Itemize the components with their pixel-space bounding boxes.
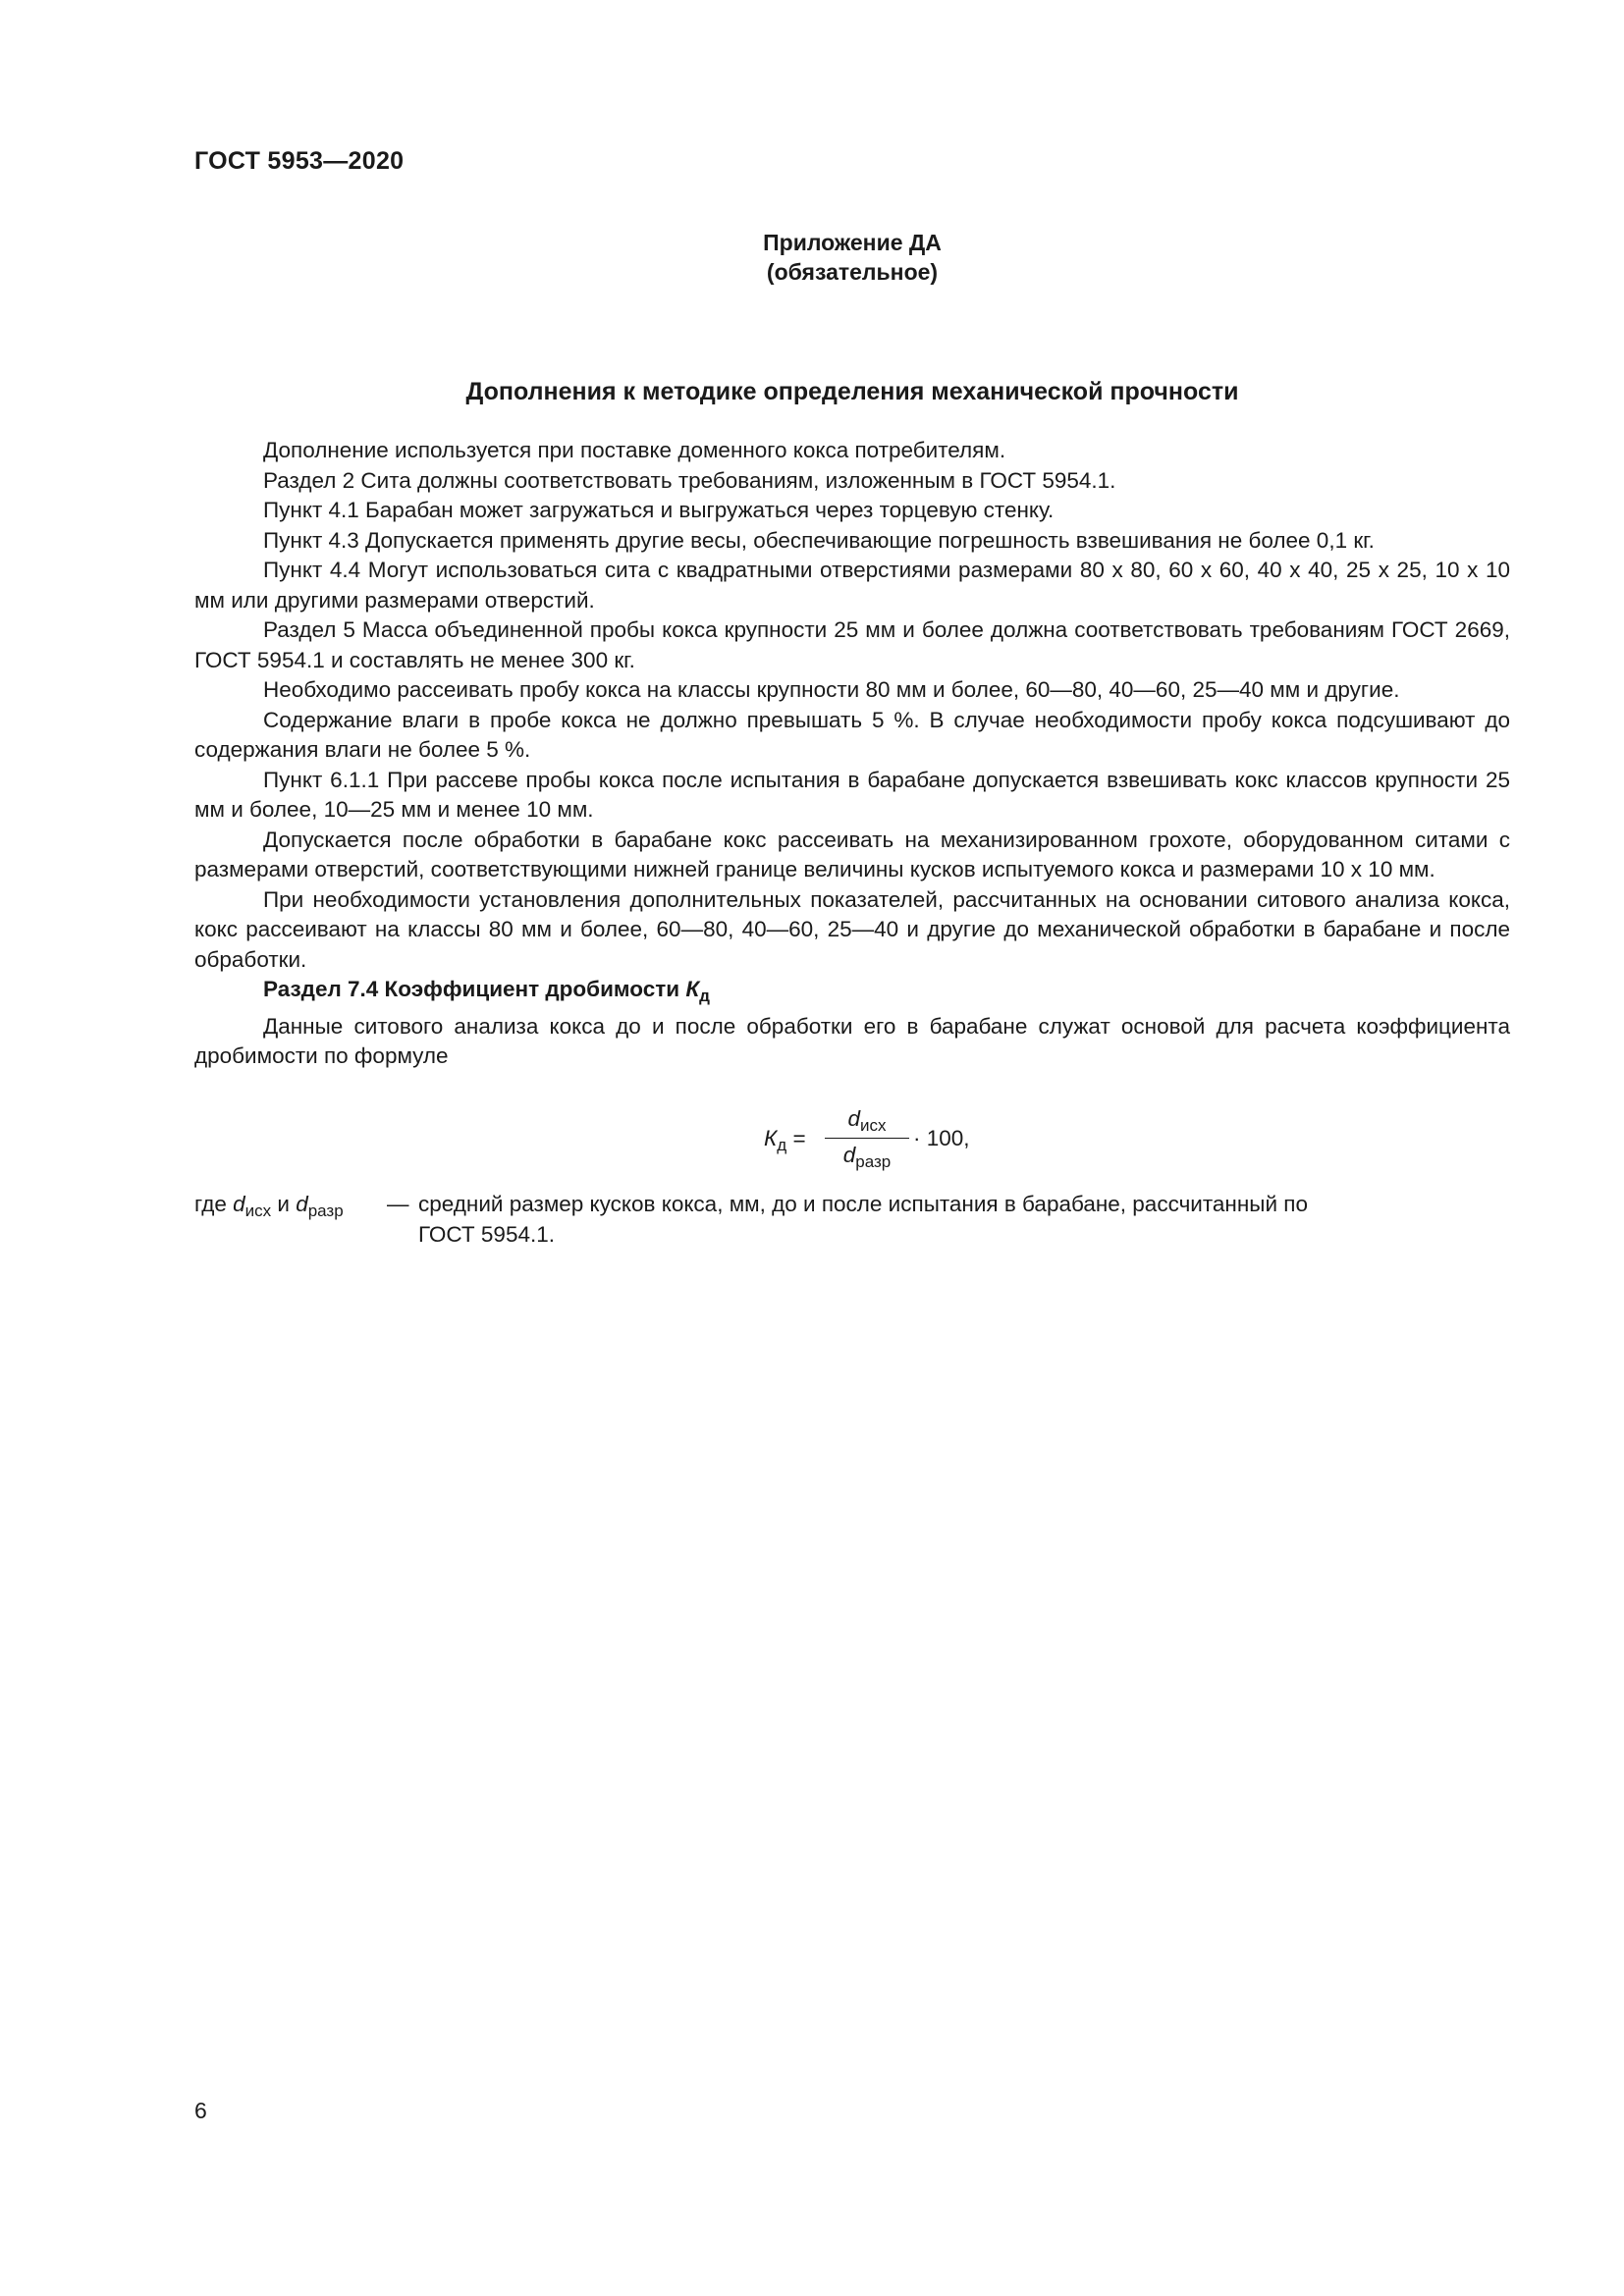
paragraph: Пункт 4.4 Могут использоваться сита с квадратными отверстиями размерами 80 х 80, 60 х 60, 40 х 40, 25 х 25, 10 х 10 мм или другими размерами отверстий. bbox=[194, 558, 1510, 613]
paragraph: Пункт 4.3 Допускается применять другие весы, обеспечивающие погрешность взвешивания не более 0,1 кг. bbox=[263, 527, 1375, 553]
numerator-symbol: d bbox=[847, 1106, 860, 1131]
paragraph: Необходимо рассеивать пробу кокса на классы крупности 80 мм и более, 60—80, 40—60, 25—40 мм и другие. bbox=[263, 677, 1400, 702]
subsection-symbol-subscript: д bbox=[699, 987, 710, 1005]
legend-conjunction: и bbox=[271, 1192, 297, 1216]
paragraph: Пункт 4.1 Барабан может загружаться и выгружаться через торцевую стенку. bbox=[263, 498, 1055, 522]
paragraph: Допускается после обработки в барабане кокс рассеивать на механизированном грохоте, оборудованном ситами с размерами отверстий, соответствующими нижней границе величины кусков испытуемого кокса и размерами 10 х 10 мм. bbox=[194, 827, 1510, 881]
paragraph: Пункт 6.1.1 При рассеве пробы кокса после испытания в барабане допускается взвешивать кокс классов крупности 25 мм и более, 10—25 мм и менее 10 мм. bbox=[194, 767, 1510, 822]
formula-denominator bbox=[825, 1139, 909, 1172]
legend-subscript-1: исх bbox=[244, 1201, 272, 1220]
formula-numerator bbox=[825, 1102, 909, 1136]
legend-symbols bbox=[194, 1190, 344, 1227]
formula-rhs: · 100, bbox=[913, 1126, 970, 1150]
legend-subscript-2: разр bbox=[307, 1201, 344, 1220]
page-number: 6 bbox=[194, 2098, 207, 2123]
body-text bbox=[194, 436, 1510, 1072]
section-title: Дополнения к методике определения механической прочности bbox=[465, 378, 1239, 405]
formula-lhs-subscript: д bbox=[777, 1136, 787, 1154]
paragraph: При необходимости установления дополнительных показателей, рассчитанных на основании ситового анализа кокса, кокс рассеивают на классы 80 мм и более, 60—80, 40—60, 25—40 и другие до механической обработки в барабане и после обработки. bbox=[194, 886, 1510, 972]
formula-lhs bbox=[764, 1126, 806, 1155]
denominator-subscript: разр bbox=[855, 1152, 892, 1171]
paragraph: Содержание влаги в пробе кокса не должно превышать 5 %. В случае необходимости пробу кокса подсушивают до содержания влаги не более 5 %. bbox=[194, 707, 1510, 762]
numerator-subscript: исх bbox=[860, 1116, 887, 1135]
subsection-label: Раздел 7.4 Коэффициент дробимости bbox=[263, 977, 686, 1001]
paragraph: Раздел 2 Сита должны соответствовать требованиям, изложенным в ГОСТ 5954.1. bbox=[263, 467, 1116, 493]
paragraph: Дополнение используется при поставке доменного кокса потребителям. bbox=[263, 438, 1006, 462]
legend-symbol-1: d bbox=[233, 1192, 245, 1216]
formula-intro: Данные ситового анализа кокса до и после обработки его в барабане служат основой для расчета коэффициента дробимости по формуле bbox=[194, 1013, 1510, 1068]
legend-definition-line-2: ГОСТ 5954.1. bbox=[418, 1221, 555, 1247]
legend-definition bbox=[387, 1190, 1510, 1250]
legend-definition-line-1: средний размер кусков кокса, мм, до и после испытания в барабане, рассчитанный по bbox=[418, 1192, 1308, 1216]
formula-equals: = bbox=[786, 1126, 806, 1150]
subsection-symbol: К bbox=[685, 977, 700, 1001]
formula-lhs-symbol: К bbox=[764, 1126, 778, 1150]
appendix-title: Приложение ДА bbox=[763, 230, 942, 255]
paragraph: Раздел 5 Масса объединенной пробы кокса крупности 25 мм и более должна соответствовать требованиям ГОСТ 2669, ГОСТ 5954.1 и составлять не менее 300 кг. bbox=[194, 617, 1510, 672]
denominator-symbol: d bbox=[842, 1143, 856, 1167]
legend-symbol-2: d bbox=[296, 1192, 308, 1216]
appendix-status: (обязательное) bbox=[766, 259, 939, 285]
legend-dash: — bbox=[387, 1192, 409, 1216]
appendix-heading bbox=[194, 228, 1510, 287]
subsection-heading bbox=[194, 975, 1510, 1012]
formula-fraction bbox=[825, 1102, 909, 1172]
legend-prefix: где bbox=[194, 1192, 234, 1216]
standard-code-header: ГОСТ 5953—2020 bbox=[194, 147, 405, 175]
